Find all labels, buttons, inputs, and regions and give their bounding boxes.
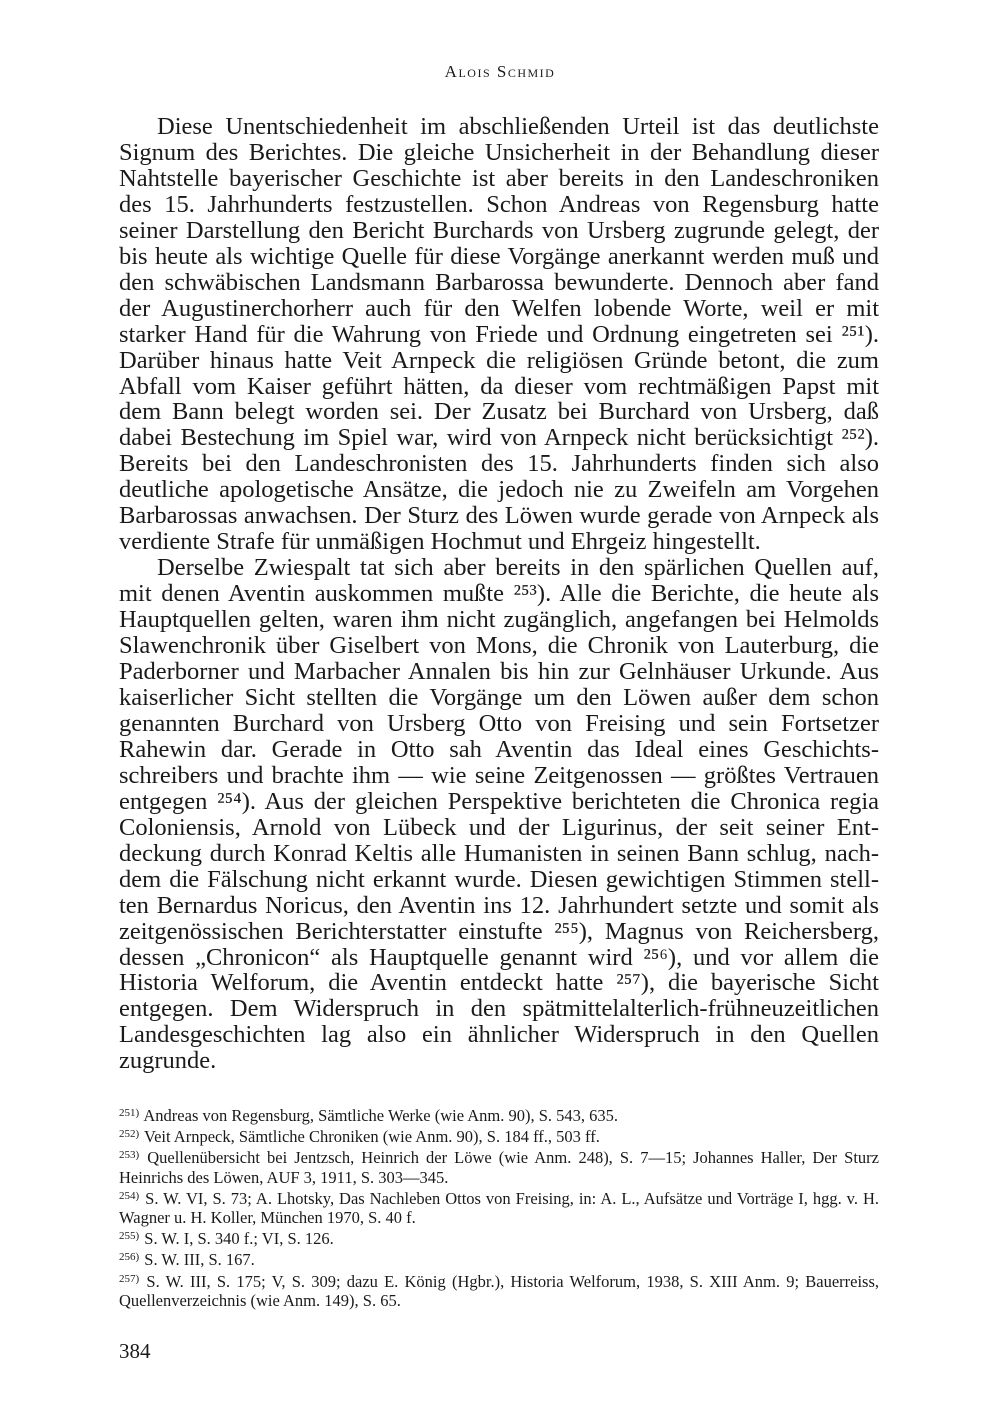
footnote <box>119 1125 879 1146</box>
footnote-number: 257) <box>119 1272 140 1285</box>
footnote <box>119 1146 879 1186</box>
footnote-number: 251) <box>119 1107 140 1119</box>
footnote <box>119 1270 879 1310</box>
footnote-number: 256) <box>119 1251 140 1264</box>
footnote-number: 252) <box>119 1128 140 1141</box>
footnote-number: 255) <box>119 1230 140 1243</box>
footnote-number: 253) <box>119 1149 140 1162</box>
footnote-text: S. W. I, S. 340 f.; VI, S. 126. <box>144 1229 334 1249</box>
footnote-text: Veit Arnpeck, Sämtliche Chroniken (wie Anm. 90), S. 184 ff., 503 ff. <box>144 1127 600 1147</box>
footnote-text: S. W. VI, S. 73; A. Lhotsky, Das Nachleben Ottos von Freising, in: A. L., Aufsätze und Vorträge I, hgg. v. H. Wagner u. H. Koller, München 1970, S. 40 f. <box>119 1188 880 1228</box>
footnote-number: 254) <box>119 1189 140 1202</box>
footnote <box>119 1248 879 1269</box>
footnote-text: Quellenübersicht bei Jentzsch, Heinrich der Löwe (wie Anm. 248), S. 7—15; Johannes Haller, Der Sturz Heinrichs des Löwen, AUF 3, 1911, S. 303—345. <box>119 1148 879 1187</box>
footnote-text: Andreas von Regensburg, Sämtliche Werke (wie Anm. 90), S. 543, 635. <box>143 1106 619 1125</box>
footnote <box>119 1227 879 1248</box>
body-paragraph: Diese Unentschiedenheit im abschließenden Urteil ist das deutlichste Signum des Berichtes. Die gleiche Unsicherheit in der Behandlung dieser Nahtstelle bayerischer Geschichte ist aber bereits in den Landeschroniken des 15. Jahrhunderts festzustellen. Schon Andreas von Regensburg hatte seiner Darstellung den Bericht Burchards von Ursberg zugrunde gelegt, der bis heute als wichtige Quelle für diese Vorgänge anerkannt werden muß und den schwäbischen Landsmann Barbarossa bewunderte. Dennoch aber fand der Augustinerchorherr auch für den Welfen lobende Worte, weil er mit starker Hand für die Wahrung von Friede und Ordnung eingetreten sei ²⁵¹). Darüber hinaus hatte Veit Arnpeck die religiösen Gründe betont, die zum Abfall vom Kaiser geführt hätten, da dieser vom rechtmäßigen Papst mit dem Bann belegt worden sei. Der Zusatz bei Burchard von Ursberg, daß dabei Bestechung im Spiel war, wird von Arnpeck nicht berücksichtigt ²⁵²). Bereits bei den Landeschronisten des 15. Jahrhunderts finden sich also deutliche apologetische Ansätze, die jedoch nie zu Zweifeln am Vorgehen Barbarossas anwachsen. Der Sturz des Löwen wurde gerade von Arnpeck als verdiente Strafe für unmäßigen Hochmut und Ehrgeiz hingestellt. <box>119 113 879 556</box>
footnote-text: S. W. III, S. 167. <box>144 1250 255 1270</box>
footnotes <box>119 1104 879 1310</box>
body-text <box>119 114 879 1074</box>
footnote <box>119 1104 879 1125</box>
footnote-text: S. W. III, S. 175; V, S. 309; dazu E. König (Hgbr.), Historia Welforum, 1938, S. XIII Anm. 9; Bauerreiss, Quellenverzeichnis (wie Anm. 149), S. 65. <box>119 1271 880 1310</box>
page-number: 384 <box>119 1339 151 1363</box>
footnote <box>119 1187 879 1227</box>
body-paragraph: Derselbe Zwiespalt tat sich aber bereits in den spärlichen Quellen auf, mit denen Aventin auskommen mußte ²⁵³). Alle die Berichte, die heute als Hauptquellen gelten, waren ihm nicht zugänglich, angefangen bei Helmolds Slawenchronik über Giselbert von Mons, die Chronik von Lauterburg, die Paderborner und Marbacher Annalen bis hin zur Gelnhäuser Urkunde. Aus kaiserlicher Sicht stellten die Vorgänge um den Löwen außer dem schon genannten Burchard von Ursberg Otto von Freising und sein Fortsetzer Rahewin dar. Gerade in Otto sah Aventin das Ideal eines Geschichtsschreibers und brachte ihm — wie seine Zeitgenossen — größtes Vertrauen entgegen ²⁵⁴). Aus der gleichen Perspektive berichteten die Chronica regia Coloniensis, Arnold von Lübeck und der Ligurinus, der seit seiner Entdeckung durch Konrad Keltis alle Humanisten in seinen Bann schlug, nachdem die Fälschung nicht erkannt wurde. Diesen gewichtigen Stimmen stellten Bernardus Noricus, den Aventin ins 12. Jahrhundert setzte und somit als zeitgenössischen Berichterstatter einstufte ²⁵⁵), Magnus von Reichersberg, dessen „Chronicon“ als Hauptquelle genannt wird ²⁵⁶), und vor allem die Historia Welforum, die Aventin entdeckt hatte ²⁵⁷), die bayerische Sicht entgegen. Dem Widerspruch in den spätmittelalterlich-frühneuzeitlichen Landesgeschichten lag also ein ähnlicher Widerspruch in den Quellen zugrunde. <box>119 554 879 1075</box>
running-head: Alois Schmid <box>444 62 556 81</box>
